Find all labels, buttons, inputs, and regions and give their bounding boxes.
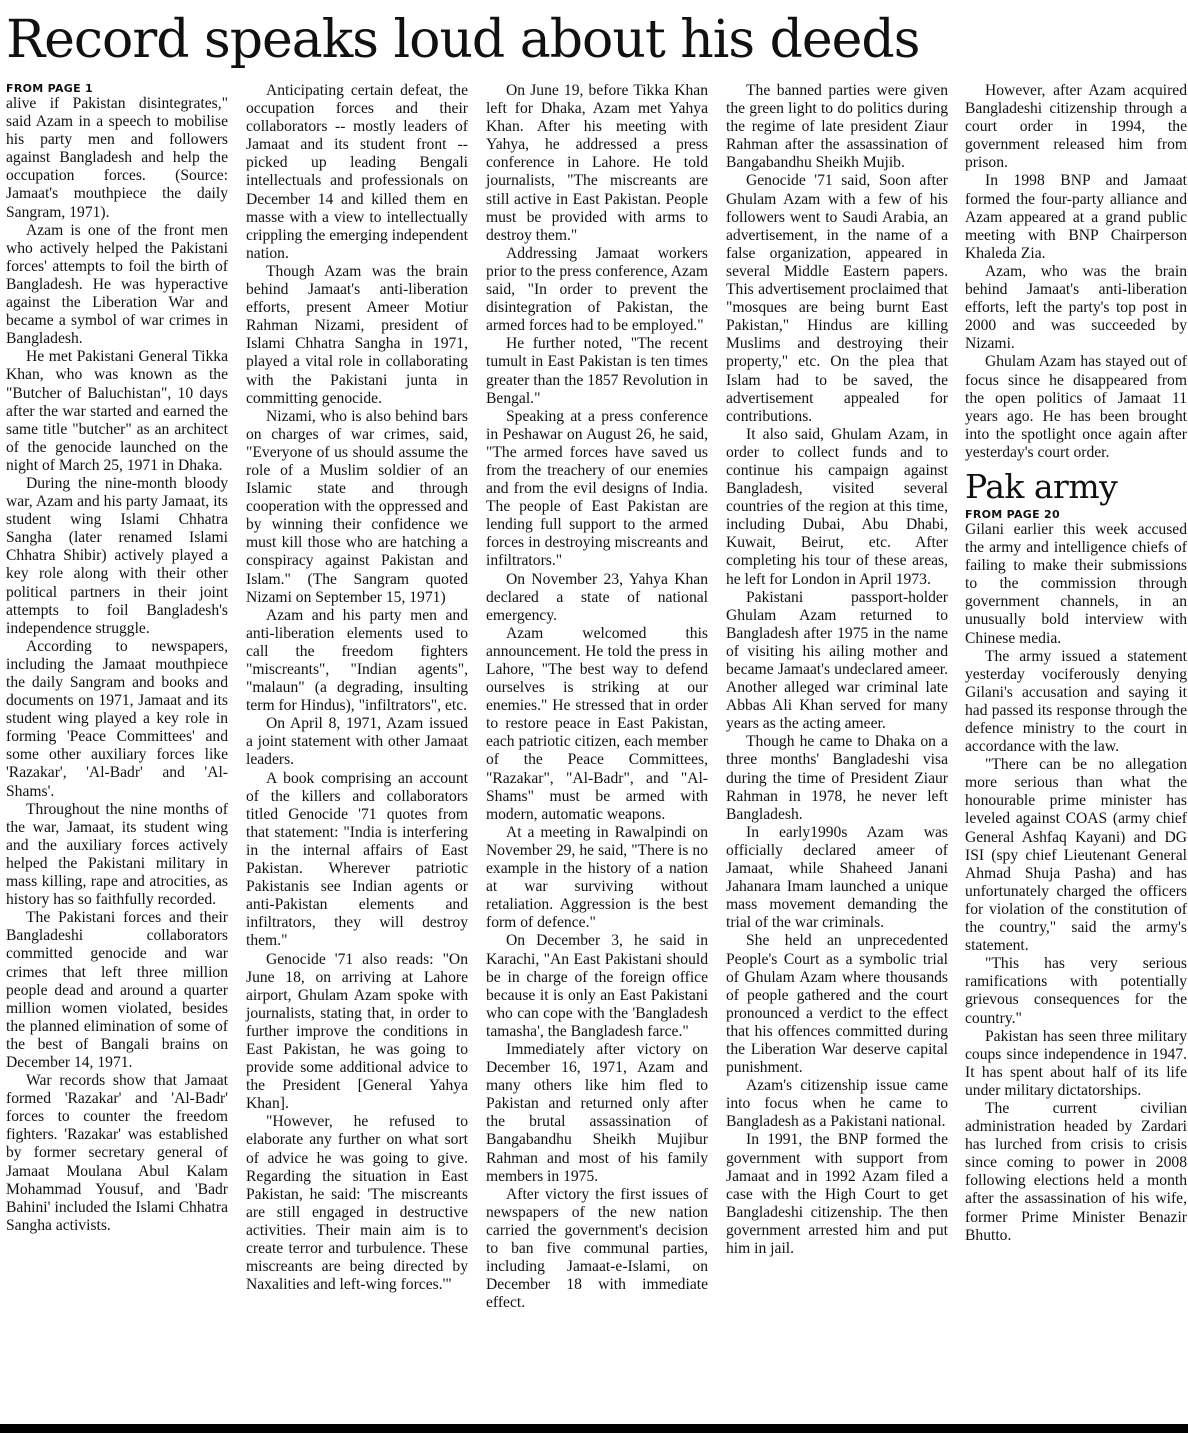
- article-column-5: [965, 82, 1187, 1245]
- paragraph: On November 23, Yahya Khan declared a state of national emergency.: [486, 570, 708, 624]
- paragraph: A book comprising an account of the killers and collaborators titled Genocide '71 quotes from that statement: "India is interfering in the internal affairs of East Pakistan. Wherever patriotic Pakistanis see Indian agents or anti-Pakistan elements and infiltrators, they will destroy them.": [246, 769, 468, 950]
- paragraph: Azam's citizenship issue came into focus when he came to Bangladesh as a Pakistani national.: [726, 1077, 948, 1131]
- paragraph: Though he came to Dhaka on a three months' Bangladeshi visa during the time of President Ziaur Rahman in 1978, he never left Bangladesh.: [726, 733, 948, 823]
- paragraph: He further noted, "The recent tumult in East Pakistan is ten times greater than the 1857 Revolution in Bengal.": [486, 335, 708, 407]
- bottom-rule: [0, 1424, 1188, 1433]
- paragraph: alive if Pakistan disintegrates," said Azam in a speech to mobilise his party men and followers against Bangladesh and help the occupation forces. (Source: Jamaat's mouthpiece the daily Sangram, 1971).: [6, 95, 228, 221]
- paragraph: During the nine-month bloody war, Azam and his party Jamaat, its student wing Islami Chhatra Sangha (later renamed Islami Chhatra Shibir) actively played a key role along with their other political partners in their joint attempts to foil Bangladesh's independence struggle.: [6, 474, 228, 637]
- paragraph: War records show that Jamaat formed 'Razakar' and 'Al-Badr' forces to counter the freedom fighters. 'Razakar' was established by former secretary general of Jamaat Moulana Abul Kalam Mohammad Yousuf, and 'Badr Bahini' included the Islami Chhatra Sangha activists.: [6, 1072, 228, 1234]
- paragraph: Nizami, who is also behind bars on charges of war crimes, said, "Everyone of us should assume the role of a Muslim soldier of an Islamic state and through cooperation with the oppressed and by winning their confidence we must kill those who are hatching a conspiracy against Pakistan and Islam." (The Sangram quoted Nizami on September 15, 1971): [246, 407, 468, 606]
- paragraph: Ghulam Azam has stayed out of focus since he disappeared from the open politics of Jamaat 11 years ago. He has been brought into the spotlight once again after yesterday's court order.: [965, 353, 1187, 461]
- paragraph: "However, he refused to elaborate any further on what sort of advice he was going to give. Regarding the situation in East Pakistan, he said: 'The miscreants are still engaged in destructive activities. Their main aim is to create terror and turbulence. These miscreants are being directed by Naxalities and left-wing forces.'": [246, 1113, 468, 1294]
- paragraph: Genocide '71 said, Soon after Ghulam Azam with a few of his followers went to Saudi Arabia, an advertisement, in the name of a false organization, appeared in several Middle Eastern papers. This advertisement proclaimed that "mosques are being burnt East Pakistan," Hindus are killing Muslims and destroying their property," etc. On the plea that Islam had to be saved, the advertisement appealed for contributions.: [726, 172, 948, 425]
- paragraph: However, after Azam acquired Bangladeshi citizenship through a court order in 1994, the government released him from prison.: [965, 82, 1187, 172]
- paragraph: Azam and his party men and anti-liberation elements used to call the freedom fighters "miscreants", "Indian agents", "malaun" (a degrading, insulting term for Hindus), "infiltrators", etc.: [246, 606, 468, 715]
- paragraph: The Pakistani forces and their Bangladeshi collaborators committed genocide and war crimes that left three million people dead and around a quarter million women violated, besides the planned elimination of some of the best of Bangali brains on December 14, 1971.: [6, 909, 228, 1071]
- paragraph: The army issued a statement yesterday vociferously denying Gilani's accusation and saying it had passed its response through the defence ministry to the court in accordance with the law.: [965, 647, 1187, 756]
- paragraph: Azam is one of the front men who actively helped the Pakistani forces' attempts to foil the birth of Bangladesh. He was hyperactive against the Liberation War and became a symbol of war crimes in Bangladesh.: [6, 221, 228, 348]
- article-column-4: [726, 82, 948, 1258]
- paragraph: "This has very serious ramifications with potentially grievous consequences for the country.": [965, 955, 1187, 1027]
- paragraph: According to newspapers, including the Jamaat mouthpiece the daily Sangram and books and documents on 1971, Jamaat and its student wing played a key role in forming 'Peace Committees' and some other auxiliary forces like 'Razakar', 'Al-Badr' and 'Al-Shams'.: [6, 637, 228, 800]
- article-column-1: [6, 82, 228, 1235]
- paragraph: Genocide '71 also reads: "On June 18, on arriving at Lahore airport, Ghulam Azam spoke with journalists, stating that, in order to further improve the conditions in East Pakistan, he was going to provide some additional advice to the President [General Yahya Khan].: [246, 950, 468, 1113]
- paragraph: It also said, Ghulam Azam, in order to collect funds and to continue his campaign against Bangladesh, visited several countries of the region at this time, including Dubai, Abu Dhabi, Kuwait, Beirut, etc. After completing his tour of these areas, he left for London in April 1973.: [726, 425, 948, 588]
- paragraph: "There can be no allegation more serious than what the honourable prime minister has leveled against COAS (army chief General Ashfaq Kayani) and DG ISI (spy chief Lieutenant General Ahmad Shuja Pasha) and has unfortunately charged the officers for violation of the constitution of the country," said the army's statement.: [965, 756, 1187, 955]
- paragraph: Azam, who was the brain behind Jamaat's anti-liberation efforts, left the party's top post in 2000 and was succeeded by Nizami.: [965, 262, 1187, 353]
- paragraph: Speaking at a press conference in Peshawar on August 26, he said, "The armed forces have saved us from the treachery of our enemies and from the evil designs of India. The people of East Pakistan are lending full support to the armed forces in destroying miscreants and infiltrators.": [486, 407, 708, 570]
- paragraph: In early1990s Azam was officially declared ameer of Jamaat, while Shaheed Janani Jahanara Imam launched a unique mass movement demanding the trial of the war criminals.: [726, 823, 948, 932]
- paragraph: She held an unprecedented People's Court as a symbolic trial of Ghulam Azam where thousands of people gathered and the court pronounced a verdict to the effect that his offences committed during the Liberation War deserve capital punishment.: [726, 932, 948, 1077]
- paragraph: Addressing Jamaat workers prior to the press conference, Azam said, "In order to prevent the disintegration of Pakistan, the armed forces had to be employed.": [486, 244, 708, 335]
- paragraph: After victory the first issues of newspapers of the new nation carried the government's decision to ban five communal parties, including Jamaat-e-Islami, on December 18 with immediate effect.: [486, 1185, 708, 1312]
- paragraph: Immediately after victory on December 16, 1971, Azam and many others like him fled to Pakistan and returned only after the brutal assassination of Bangabandhu Sheikh Mujibur Rahman and most of his family members in 1975.: [486, 1040, 708, 1185]
- paragraph: Gilani earlier this week accused the army and intelligence chiefs of failing to make their submissions to the commission through government channels, in an unusually bold interview with Chinese media.: [965, 520, 1187, 647]
- paragraph: In 1998 BNP and Jamaat formed the four-party alliance and Azam appeared at a grand public meeting with BNP Chairperson Khaleda Zia.: [965, 172, 1187, 262]
- jump-label: FROM PAGE 1: [6, 82, 94, 95]
- second-article-jump-label: FROM PAGE 20: [965, 507, 1060, 521]
- headline: Record speaks loud about his deeds: [6, 10, 920, 70]
- paragraph: In 1991, the BNP formed the government with support from Jamaat and in 1992 Azam filed a case with the High Court to get Bangladeshi citizenship. The then government arrested him and put him in jail.: [726, 1131, 948, 1257]
- paragraph: On April 8, 1971, Azam issued a joint statement with other Jamaat leaders.: [246, 715, 468, 769]
- paragraph: Throughout the nine months of the war, Jamaat, its student wing and the auxiliary forces actively helped the Pakistani military in mass killing, rape and atrocities, as history has so faithfully recorded.: [6, 800, 228, 909]
- paragraph: Pakistan has seen three military coups since independence in 1947. It has spent about half of its life under military dictatorships.: [965, 1027, 1187, 1099]
- paragraph: Azam welcomed this announcement. He told the press in Lahore, "The best way to defend ourselves is striking at our enemies." He stressed that in order to restore peace in East Pakistan, each patriotic citizen, each member of the Peace Committees, "Razakar", "Al-Badr", and "Al-Shams" must be armed with modern, automatic weapons.: [486, 624, 708, 823]
- paragraph: He met Pakistani General Tikka Khan, who was known as the "Butcher of Baluchistan", 10 days after the war started and earned the same title "butcher" as an architect of the genocide launched on the night of March 25, 1971 in Dhaka.: [6, 348, 228, 474]
- paragraph: Though Azam was the brain behind Jamaat's anti-liberation efforts, present Ameer Motiur Rahman Nizami, president of Islami Chhatra Sangha in 1971, played a vital role in collaborating with the Pakistani junta in committing genocide.: [246, 262, 468, 407]
- paragraph: Pakistani passport-holder Ghulam Azam returned to Bangladesh after 1975 in the name of visiting his ailing mother and became Jamaat's undeclared ameer. Another alleged war criminal late Abbas Ali Khan served for many years as the acting ameer.: [726, 588, 948, 733]
- paragraph: Anticipating certain defeat, the occupation forces and their collaborators -- mostly leaders of Jamaat and its student front -- picked up leading Bengali intellectuals and professionals on December 14 and killed them en masse with a view to intellectually crippling the emerging independent nation.: [246, 82, 468, 262]
- paragraph: On June 19, before Tikka Khan left for Dhaka, Azam met Yahya Khan. After his meeting with Yahya, he addressed a press conference in Lahore. He told journalists, "The miscreants are still active in East Pakistan. People must be provided with arms to destroy them.": [486, 82, 708, 244]
- article-column-2: [246, 82, 468, 1294]
- paragraph: The current civilian administration headed by Zardari has lurched from crisis to crisis since coming to power in 2008 following elections held a month after the assassination of his wife, former Prime Minister Benazir Bhutto.: [965, 1099, 1187, 1244]
- article-column-3: [486, 82, 708, 1312]
- paragraph: On December 3, he said in Karachi, "An East Pakistani should be in charge of the foreign office because it is only an East Pakistani who can cope with the 'Bangladesh tamasha', the Bangladesh farce.": [486, 932, 708, 1040]
- second-article-headline: Pak army: [965, 466, 1118, 506]
- paragraph: At a meeting in Rawalpindi on November 29, he said, "There is no example in the history of a nation at war surviving without retaliation. Aggression is the best form of defence.": [486, 823, 708, 932]
- paragraph: The banned parties were given the green light to do politics during the regime of late president Ziaur Rahman after the assassination of Bangabandhu Sheikh Mujib.: [726, 82, 948, 172]
